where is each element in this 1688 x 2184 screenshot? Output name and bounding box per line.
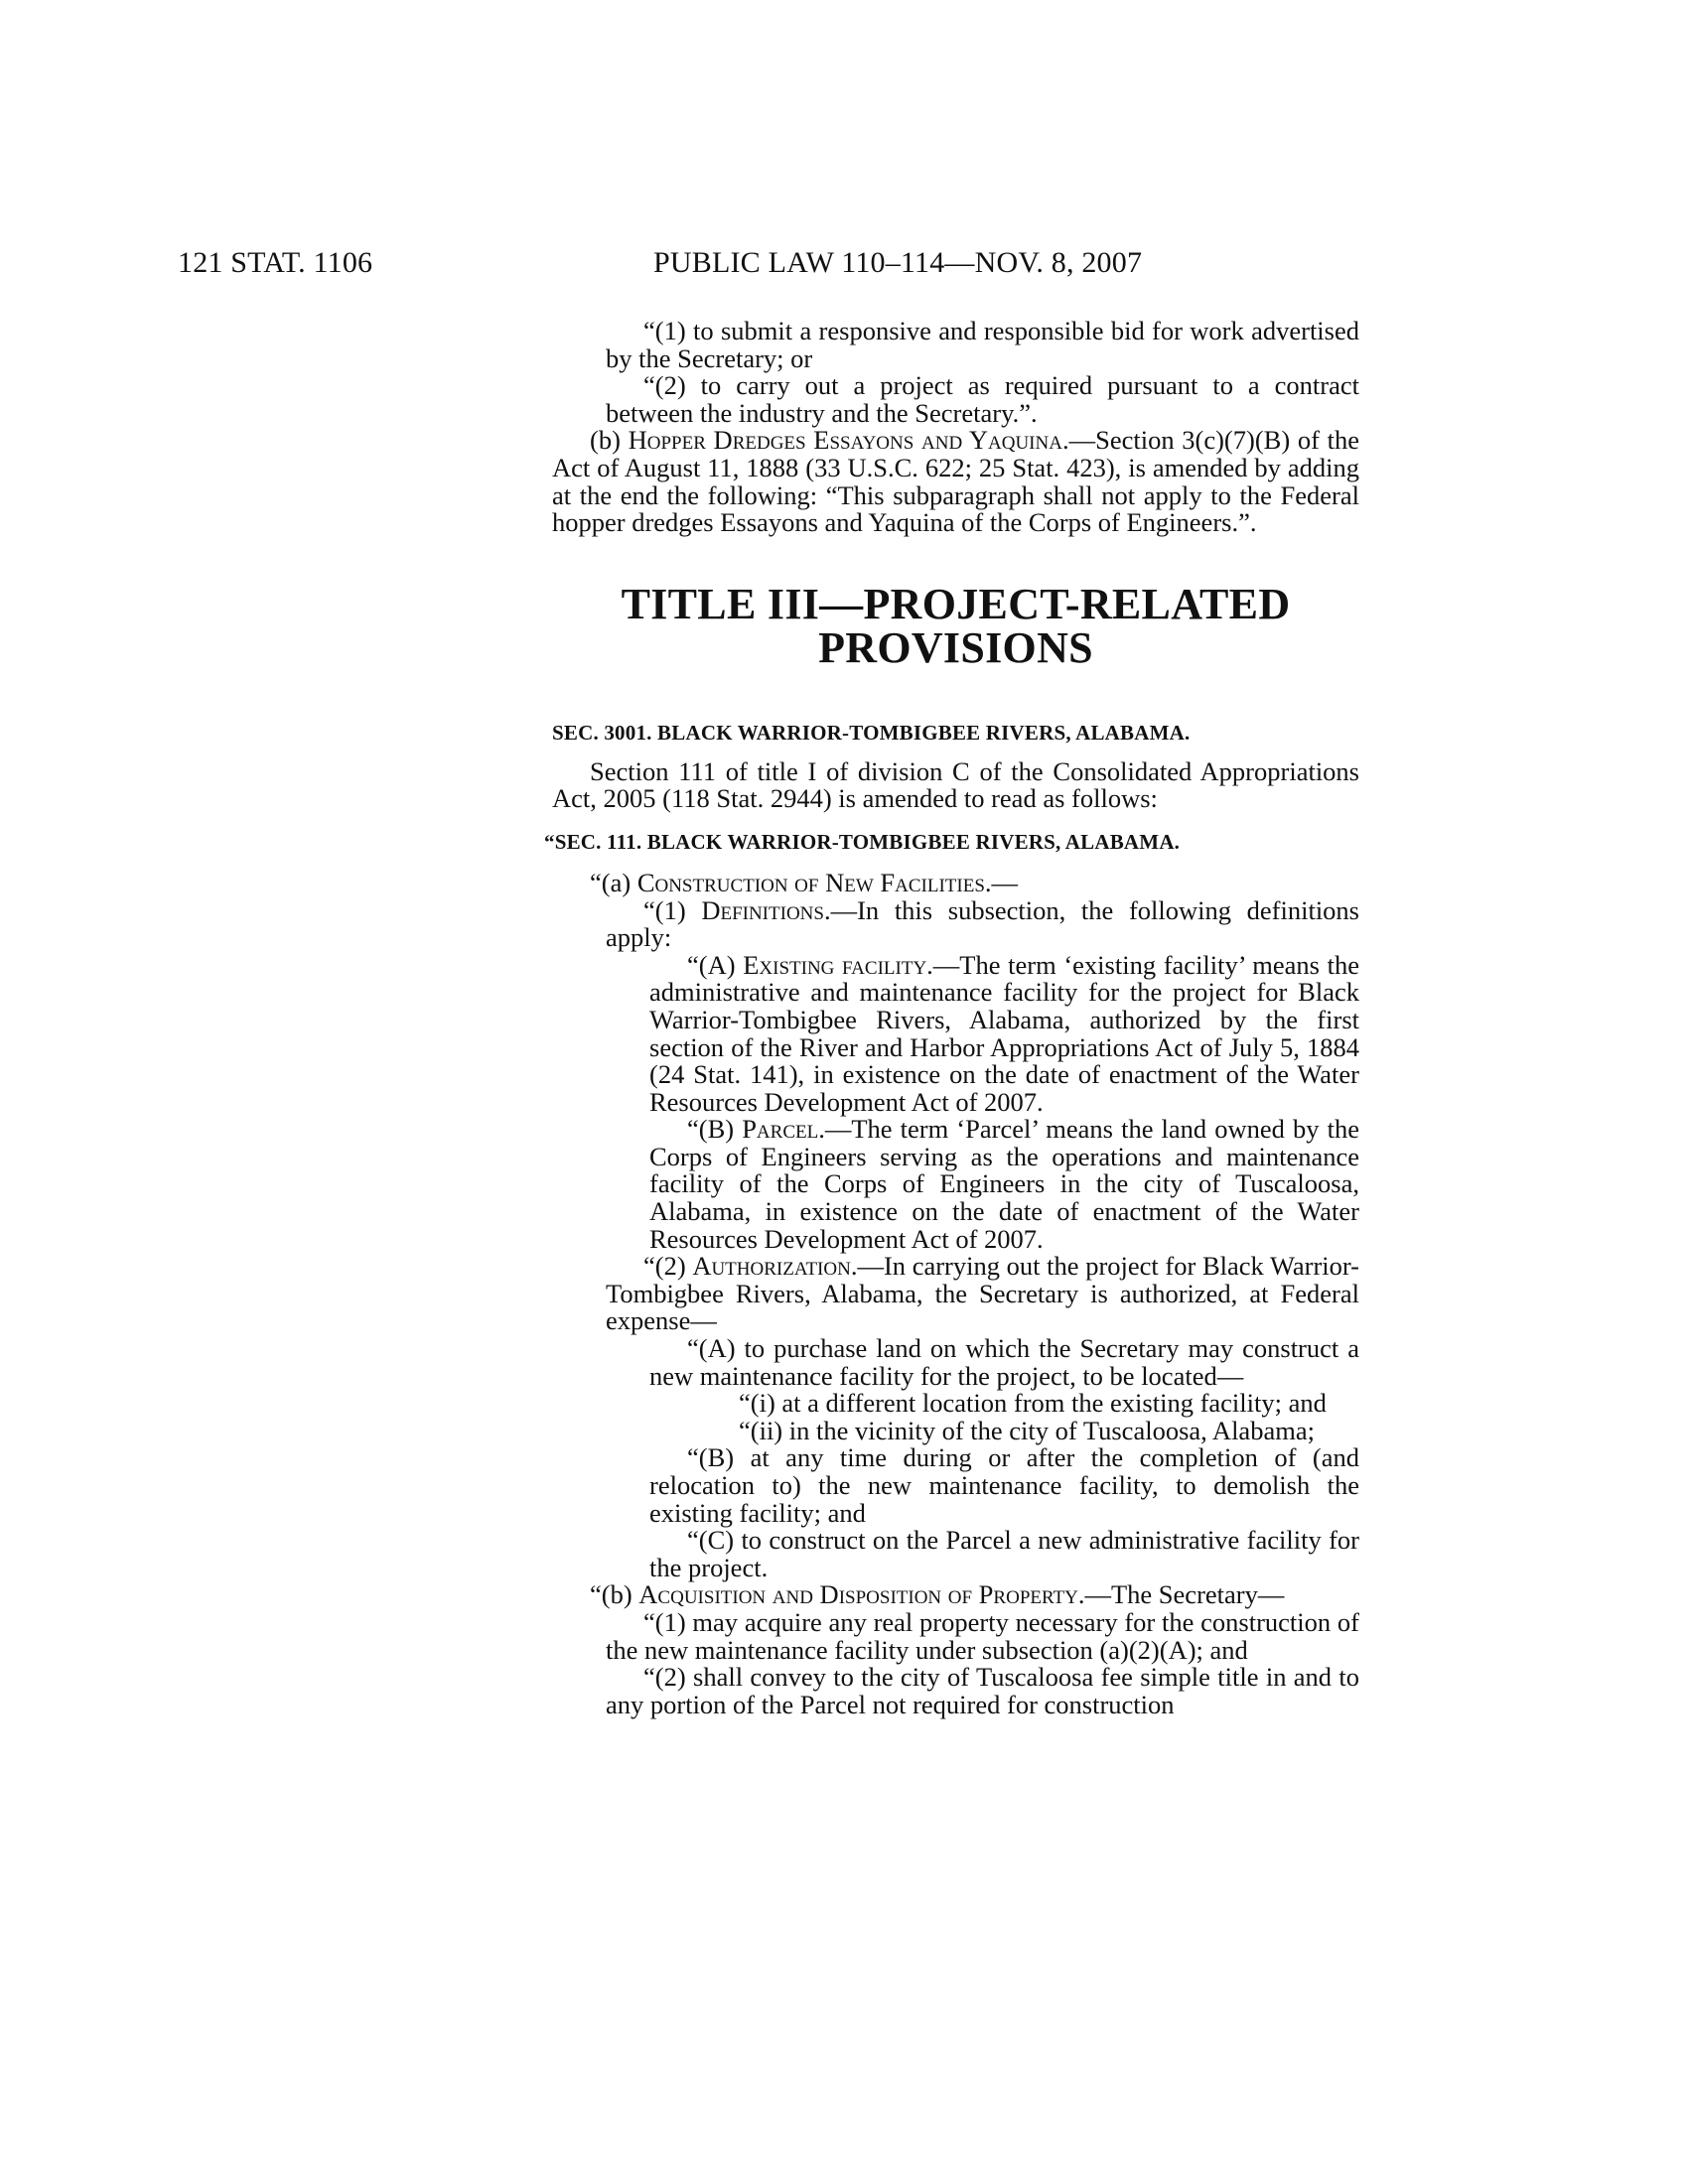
paragraph-a2-A-i: “(i) at a different location from the existing facility; and bbox=[739, 1388, 1327, 1419]
paragraph-a2-B: “(B) at any time during or after the completion of (and relocation to) the new maintenance facility, to demolish the existing facility; and bbox=[649, 1442, 1359, 1528]
paragraph-b2: “(2) shall convey to the city of Tuscaloosa fee simple title in and to any portion of the Parcel not required for construction bbox=[606, 1662, 1359, 1719]
running-head: PUBLIC LAW 110–114—NOV. 8, 2007 bbox=[653, 246, 1143, 279]
title-heading: TITLE III—PROJECT-RELATED PROVISIONS bbox=[621, 579, 1291, 672]
paragraph-2: “(2) to carry out a project as required pursuant to a contract between the industry and the Secretary.”. bbox=[606, 370, 1359, 428]
stat-page-number: 121 STAT. 1106 bbox=[178, 246, 373, 279]
section-111-heading: “SEC. 111. BLACK WARRIOR-TOMBIGBEE RIVERS, ALABAMA. bbox=[544, 829, 1181, 854]
paragraph-a1-A: “(A) Existing facility.—The term ‘existing facility’ means the administrative and maintenance facility for the project for Black Warrior-Tombigbee Rivers, Alabama, authorized by the first section of the River and Harbor Appropriations Act of July 5, 1884 (24 Stat. 141), in existence on the date of enactment of the Water Resources Development Act of 2007. bbox=[649, 949, 1359, 1117]
paragraph-a1-B: “(B) Parcel.—The term ‘Parcel’ means the land owned by the Corps of Engineers serving as the operations and maintenance facility of the Corps of Engineers in the city of Tuscaloosa, Alabama, in existence on the date of enactment of the Water Resources Development Act of 2007. bbox=[649, 1114, 1359, 1254]
paragraph-section-111-intro: Section 111 of title I of division C of the Consolidated Appropriations Act, 2005 (118 Stat. 2944) is amended to read as follows: bbox=[552, 755, 1359, 814]
subsection-b: “(b) Acquisition and Disposition of Property.—The Secretary— bbox=[590, 1579, 1285, 1610]
section-3001-heading: SEC. 3001. BLACK WARRIOR-TOMBIGBEE RIVERS, ALABAMA. bbox=[552, 720, 1191, 745]
paragraph-a2-A-ii: “(ii) in the vicinity of the city of Tuscaloosa, Alabama; bbox=[739, 1415, 1315, 1445]
paragraph-a2-C: “(C) to construct on the Parcel a new administrative facility for the project. bbox=[649, 1525, 1359, 1582]
paragraph-1: “(1) to submit a responsive and responsible bid for work advertised by the Secretary; or bbox=[606, 316, 1359, 373]
paragraph-a1: “(1) Definitions.—In this subsection, the following definitions apply: bbox=[606, 894, 1359, 953]
paragraph-a2-A: “(A) to purchase land on which the Secretary may construct a new maintenance facility for the project, to be located— bbox=[649, 1333, 1359, 1391]
paragraph-a2: “(2) Authorization.—In carrying out the project for Black Warrior-Tombigbee Rivers, Alabama, the Secretary is authorized, at Federal expense— bbox=[606, 1251, 1359, 1336]
page-body bbox=[544, 316, 1359, 1719]
paragraph-b-hopper-dredges: (b) Hopper Dredges Essayons and Yaquina.—Section 3(c)(7)(B) of the Act of August 11, 1888 (33 U.S.C. 622; 25 Stat. 423), is amended by adding at the end the following: “This subparagraph shall not apply to the Federal hopper dredges Essayons and Yaquina of the Corps of Engineers.”. bbox=[552, 425, 1359, 538]
heading-hopper-dredges: Hopper Dredges Essayons and Yaquina. bbox=[628, 425, 1069, 456]
paragraph-b1: “(1) may acquire any real property necessary for the construction of the new maintenance facility under subsection (a)(2)(A); and bbox=[606, 1606, 1359, 1665]
subsection-a: “(a) Construction of New Facilities.— bbox=[590, 867, 1019, 897]
